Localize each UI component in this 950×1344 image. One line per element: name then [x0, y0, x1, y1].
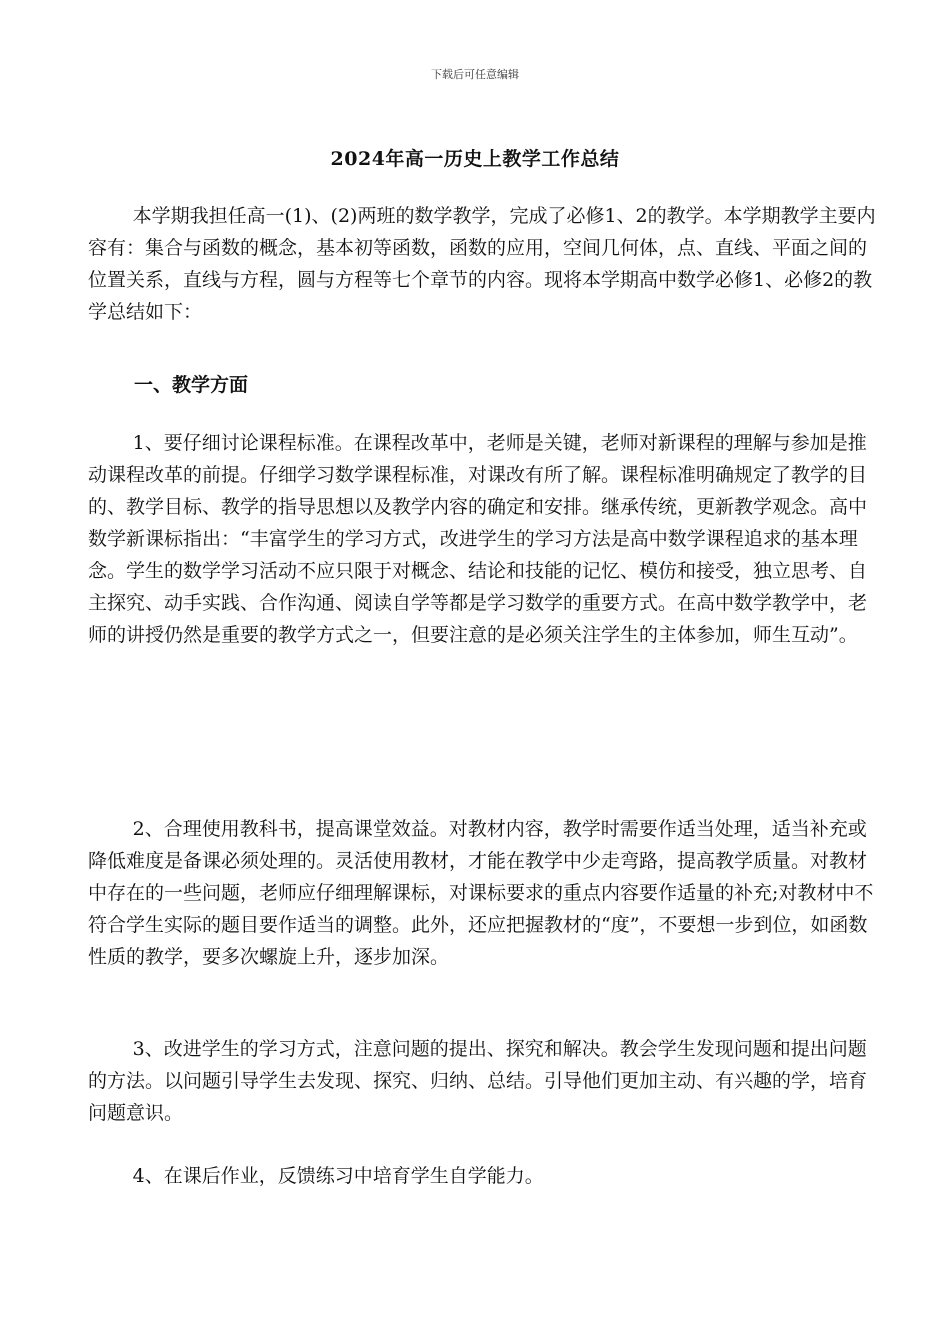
paragraph-text: 2、合理使用教科书，提高课堂效益。对教材内容，教学时需要作适当处理，适当补充或降低难度是备课必须处理的。灵活使用教材，才能在教学中少走弯路，提高教学质量。对教材中存在的一些问题，老师应仔细理解课标，对课标要求的重点内容要作适量的补充;对教材中不符合学生实际的题目要作适当的调整。此外，还应把握教材的“度”，不要想一步到位，如函数性质的教学，要多次螺旋上升，逐步加深。: [88, 818, 874, 968]
intro-text: 本学期我担任高一(1)、(2)两班的数学教学，完成了必修1、2的教学。本学期教学主要内容有：集合与函数的概念，基本初等函数，函数的应用，空间几何体，点、直线、平面之间的位置关系，直线与方程，圆与方程等七个章节的内容。现将本学期高中数学必修1、必修2的教学总结如下：: [88, 205, 876, 323]
paragraph-1: [88, 427, 878, 651]
paragraph-text: 4、在课后作业，反馈练习中培育学生自学能力。: [132, 1165, 544, 1187]
header-note: 下载后可任意编辑: [431, 68, 519, 81]
paragraph-text: 1、要仔细讨论课程标准。在课程改革中，老师是关键，老师对新课程的理解与参加是推动课程改革的前提。仔细学习数学课程标准，对课改有所了解。课程标准明确规定了教学的目的、教学目标、教学的指导思想以及教学内容的确定和安排。继承传统，更新教学观念。高中数学新课标指出：“丰富学生的学习方式，改进学生的学习方法是高中数学课程追求的基本理念。学生的数学学习活动不应只限于对概念、结论和技能的记忆、模仿和接受，独立思考、自主探究、动手实践、合作沟通、阅读自学等都是学习数学的重要方式。在高中数学教学中，老师的讲授仍然是重要的教学方式之一，但要注意的是必须关注学生的主体参加，师生互动”。: [88, 432, 868, 646]
paragraph-4: [88, 1160, 878, 1192]
document-title: 2024年高一历史上教学工作总结: [330, 148, 620, 170]
section-heading: 一、教学方面: [134, 374, 249, 396]
paragraph-3: [88, 1033, 878, 1129]
paragraph-text: 3、改进学生的学习方式，注意问题的提出、探究和解决。教会学生发现问题和提出问题的方法。以问题引导学生去发现、探究、归纳、总结。引导他们更加主动、有兴趣的学，培育问题意识。: [88, 1038, 868, 1124]
paragraph-2: [88, 813, 878, 973]
intro-paragraph: [88, 200, 878, 328]
